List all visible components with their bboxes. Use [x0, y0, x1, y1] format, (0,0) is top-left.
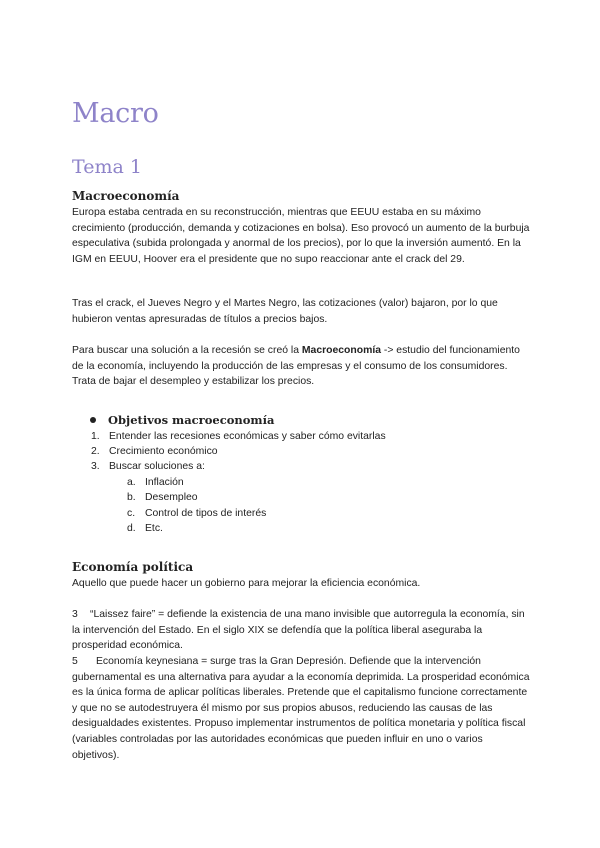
list-item: 2. Crecimiento económico	[91, 446, 218, 457]
section-title: Tema 1	[72, 156, 142, 178]
bullet-objetivos	[90, 412, 274, 428]
bullet-icon	[90, 417, 96, 423]
item-number: 3	[72, 609, 78, 620]
sub-list-item: c. Control de tipos de interés	[127, 508, 267, 519]
bold-term: Macroeconomía	[301, 345, 381, 356]
paragraph-keynesiana: 5 Economía keynesiana = surge tras la Gran Depresión. Defiende que la intervención gubernamental es una alternativa para ayudar a la economía deprimida. La prosperidad económica es la única forma de aplicar políticas liberales. Pretende que el capitalismo funcione correctamente y que no se autodestruyera él mismo por sus propios abusos, reduciendo las causas de las desigualdades existentes. Propuso implementar instrumentos de política monetaria y política fiscal (variables controladas por las autoridades económicas que pueden influir en uno o varios objetivos).	[72, 656, 530, 761]
list-item: 3. Buscar soluciones a:	[91, 461, 205, 472]
list-item: 1. Entender las recesiones económicas y saber cómo evitarlas	[91, 431, 386, 442]
sub-list-item: a. Inflación	[127, 477, 184, 488]
document-title: Macro	[72, 98, 159, 129]
item-number: 5	[72, 656, 78, 667]
heading-economia-politica: Economía política	[72, 560, 194, 574]
paragraph-intro: Aquello que puede hacer un gobierno para mejorar la eficiencia económica.	[72, 578, 421, 589]
sub-list-item: b. Desempleo	[127, 492, 198, 503]
paragraph-crack: Tras el crack, el Jueves Negro y el Martes Negro, las cotizaciones (valor) bajaron, por lo que hubieron ventas apresuradas de títulos a precios bajos.	[72, 298, 498, 325]
paragraph-reconstruccion: Europa estaba centrada en su reconstrucción, mientras que EEUU estaba en su máximo crecimiento (producción, demanda y cotizaciones en bolsa). Eso provocó un aumento de la burbuja especulativa (subida prolongada y anormal de los precios), por lo que la inversión aumentó. En la IGM en EEUU, Hoover era el presidente que no supo reaccionar ante el crack del 29.	[72, 207, 530, 265]
paragraph-laissez-faire: 3 “Laissez faire” = defiende la existencia de una mano invisible que autorregula la economía, sin la intervención del Estado. En el siglo XIX se defendía que la política liberal aseguraba la prosperidad económica.	[72, 609, 525, 652]
sub-list-item: d. Etc.	[127, 523, 163, 534]
heading-macroeconomia: Macroeconomía	[72, 189, 180, 203]
bullet-label: Objetivos macroeconomía	[108, 413, 275, 427]
paragraph-solucion: Para buscar una solución a la recesión se creó la Macroeconomía -> estudio del funcionamiento de la economía, incluyendo la producción de las empresas y el consumo de los consumidores. Trata de bajar el desempleo y estabilizar los precios.	[72, 345, 520, 388]
